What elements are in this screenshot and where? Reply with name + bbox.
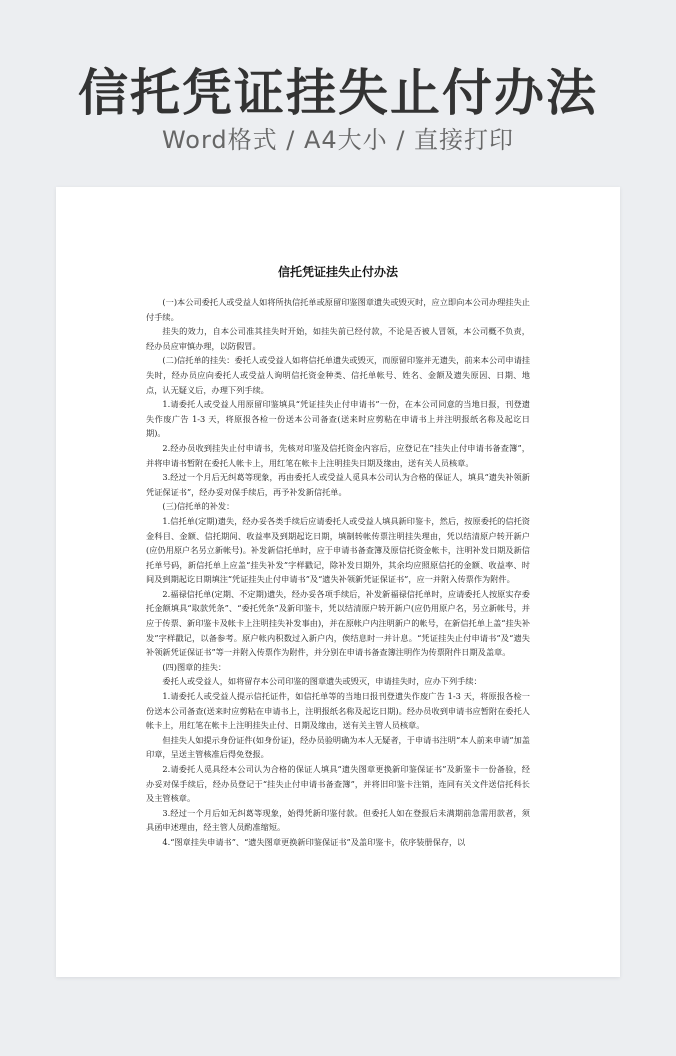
paragraph: (二)信托单的挂失：委托人或受益人如将信托单遗失或毁灭，而原留印鉴并无遗失，前来本公司申请挂失时，经办员应向委托人或受益人询明信托资金种类、信托单帐号、姓名、金额及遗失原因、日期、地点，认无疑义后，办理下列手续。 — [146, 355, 530, 395]
paragraph: 2.经办员收到挂失止付申请书，先核对印鉴及信托资金内容后，应登记在“挂失止付申请书备查簿”，并将申请书暂附在委托人帐卡上，用红笔在帐卡上注明挂失日期及缘由，送有关人员核章。 — [146, 442, 530, 468]
banner-subtitle: Word格式 / A4大小 / 直接打印 — [161, 126, 515, 154]
document-title: 信托凭证挂失止付办法 — [277, 265, 398, 279]
paragraph: 挂失的效力，自本公司准其挂失时开始，如挂失前已经付款，不论是否被人冒领，本公司概不负责，经办员应审慎办理，以防假冒。 — [146, 326, 530, 351]
document-page — [56, 187, 620, 977]
paragraph: 委托人或受益人，如将留存本公司印鉴的图章遗失或毁灭，申请挂失时，应办下列手续： — [162, 676, 482, 687]
paragraph: 1.请委托人或受益人提示信托证件，如信托单等的当地日报刊登遗失作废广告 1-3 天，将原报各检一份送本公司备查(送来时应剪粘在申请书上，注明报纸名称及起讫日期)。经办员收到申请书应暂附在委托人帐卡上，用红笔在帐卡上注明挂失止付、日期及缘由，送有关主管人员核章。 — [146, 691, 530, 731]
document-body — [146, 295, 530, 850]
paragraph: (一)本公司委托人或受益人如将所执信托单或原留印鉴图章遗失或毁灭时，应立即向本公司办理挂失止付手续。 — [146, 297, 530, 322]
paragraph: (四)图章的挂失： — [162, 661, 227, 672]
paragraph: 2.请委托人觅具经本公司认为合格的保证人填具“遗失图章更换新印鉴保证书”及新鉴卡一份备验，经办妥对保手续后，经办员登记于“挂失止付申请书备查簿”，并将旧印鉴卡注销，连同有关文件送信托科长及主管核章。 — [146, 764, 530, 804]
paragraph: 4.“图章挂失申请书”、“遗失图章更换新印鉴保证书”及盖印鉴卡，依序装册保存，以 — [162, 836, 466, 847]
paragraph: 2.福禄信托单(定期、不定期)遗失，经办妥各项手续后，补发新福禄信托单时，应请委托人按原实存委托金额填具“取款凭条”、“委托凭条”及新印鉴卡，凭以结清原户转开新户(应仍用原户名，另立新帐号，并应于传票、新印鉴卡及帐卡上注明挂失补发事由)，并在原帐户内注明新户的帐号，在新信托单上盖“挂失补发”字样戳记，以备参考。原户帐内积数过入新户内，俟结息时一并计息。“凭证挂失止付申请书”及“遗失补领新凭证保证书”等一并附入传票作为附件，并分别在申请书备查簿注明作为传票附件日期及盖章。 — [146, 588, 531, 658]
paragraph: (三)信托单的补发： — [162, 501, 235, 512]
banner-title: 信托凭证挂失止付办法 — [78, 64, 598, 122]
paragraph: 1.请委托人或受益人用原留印鉴填具“凭证挂失止付申请书”一份，在本公司同意的当地日报，刊登遗失作废广告 1-3 天，将原报各检一份送本公司备查(送来时应剪粘在申请书上并注明报纸名称及起讫日期)。 — [146, 399, 530, 439]
paragraph: 3.经过一个月后如无纠葛等现象，始得凭新印鉴付款。但委托人如在登报后未满期前急需用款者，须具函申述理由，经主管人员酌准缩短。 — [146, 807, 530, 833]
paragraph: 1.信托单(定期)遗失，经办妥各类手续后应请委托人或受益人填具新印鉴卡，然后，按原委托的信托资金科目、金额、信托期间、收益率及到期起讫日期，填制转帐传票注明挂失理由，凭以结清原户转开新户(应仍用原户名另立新帐号)。补发新信托单时，应于申请书备查簿及原信托资金帐卡，注明补发日期及新信托单号码，新信托单上应盖“挂失补发”字样戳记，除补发日期外，其余均应照原信托的金额、收益率、时间及到期起讫日期填注“凭证挂失止付申请书”及“遗失补领新凭证保证书”，应一并附入传票作为附件。 — [146, 515, 530, 585]
paragraph: 但挂失人如提示身份证件(如身份证)，经办员验明确为本人无疑者，于申请书注明“本人前来申请”加盖印章，呈送主管核准后得免登报。 — [146, 734, 530, 760]
paragraph: 3.经过一个月后无纠葛等现象，再由委托人或受益人觅具本公司认为合格的保证人，填具“遗失补领新凭证保证书”，经办妥对保手续后，再予补发新信托单。 — [146, 472, 530, 497]
